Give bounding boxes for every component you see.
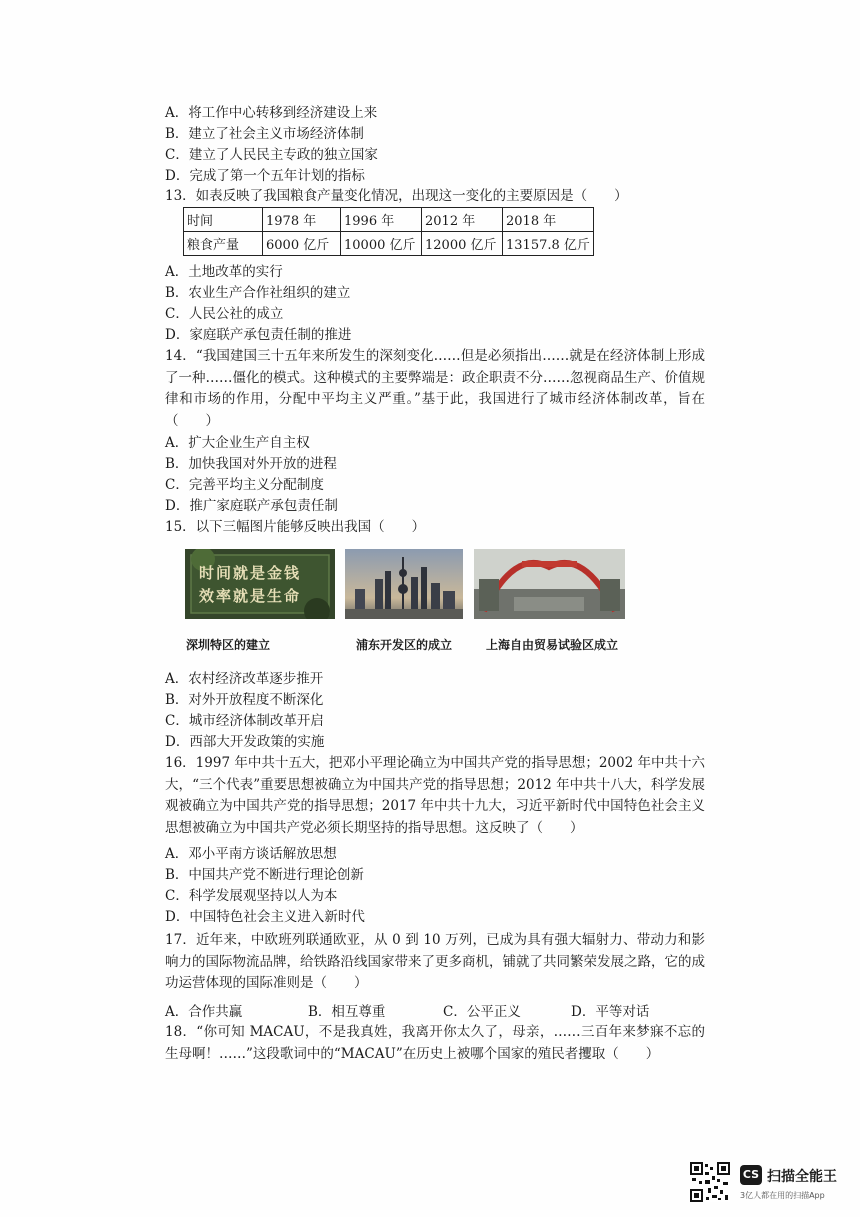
qr-code-icon — [690, 1162, 730, 1206]
slogan-line-2: 效率就是生命 — [199, 587, 302, 605]
q14-option-d: D．推广家庭联产承包责任制 — [165, 498, 338, 514]
q15-option-c: C．城市经济体制改革开启 — [165, 713, 324, 729]
qr-code-graphic — [690, 1162, 730, 1202]
q17-option-b: B．相互尊重 — [308, 1004, 386, 1020]
q13-option-a: A．土地改革的实行 — [165, 264, 283, 280]
q16-option-a: A．邓小平南方谈话解放思想 — [165, 846, 337, 862]
q14-option-b: B．加快我国对外开放的进程 — [165, 456, 337, 472]
q17-option-d: D．平等对话 — [571, 1004, 650, 1020]
q14-option-c: C．完善平均主义分配制度 — [165, 477, 324, 493]
q17-option-a: A．合作共赢 — [165, 1004, 243, 1020]
table-cell: 2012 年 — [422, 208, 503, 232]
q15-stem: 15．以下三幅图片能够反映出我国（ ） — [165, 519, 426, 535]
grain-output-table — [183, 207, 594, 256]
table-cell: 12000 亿斤 — [422, 232, 503, 256]
table-cell: 13157.8 亿斤 — [503, 232, 594, 256]
q16-stem: 16．1997 年中共十五大，把邓小平理论确立为中国共产党的指导思想；2002 年中共十六大，“三个代表”重要思想被确立为中国共产党的指导思想；2012 年中共十八大，科学发展观被确立为中国共产党的指导思想；2017 年中共十九大，习近平新时代中国特色社会主义思想被确立为中国共产党必须长期坚持的指导思想。这反映了（ ） — [165, 755, 705, 836]
table-cell: 1996 年 — [341, 208, 422, 232]
caption-ftz: 上海自由贸易试验区成立 — [486, 638, 619, 652]
q16-option-d: D．中国特色社会主义进入新时代 — [165, 909, 365, 925]
q14-option-a: A．扩大企业生产自主权 — [165, 435, 310, 451]
table-cell: 6000 亿斤 — [263, 232, 341, 256]
gate-graphic — [474, 549, 625, 619]
q14-stem: 14．“我国建国三十五年来所发生的深刻变化……但是必须指出……就是在经济体制上形成了一种……僵化的模式。这种模式的主要弊端是：政企职责不分……忽视商品生产、价值规律和市场的作用，分配中平均主义严重。”基于此，我国进行了城市经济体制改革，旨在（ ） — [165, 348, 705, 429]
q15-option-d: D．西部大开发政策的实施 — [165, 734, 325, 750]
q17-stem: 17．近年来，中欧班列联通欧亚，从 0 到 10 万列，已成为具有强大辐射力、带动力和影响力的国际物流品牌，给铁路沿线国家带来了更多商机，铺就了共同繁荣发展之路，它的成功运营体现的国际准则是（ ） — [165, 932, 705, 991]
brand-slogan: 3亿人都在用的扫描App — [740, 1191, 825, 1200]
q12-option-c: C．建立了人民民主专政的独立国家 — [165, 147, 378, 163]
q16-option-c: C．科学发展观坚持以人为本 — [165, 888, 338, 904]
q12-option-b: B．建立了社会主义市场经济体制 — [165, 126, 364, 142]
q13-option-d: D．家庭联产承包责任制的推进 — [165, 327, 352, 343]
table-cell: 时间 — [184, 208, 263, 232]
slogan-line-1: 时间就是金钱 — [199, 564, 302, 582]
table-row — [184, 232, 594, 256]
q15-option-a: A．农村经济改革逐步推开 — [165, 671, 324, 687]
table-cell: 10000 亿斤 — [341, 232, 422, 256]
q16-option-b: B．中国共产党不断进行理论创新 — [165, 867, 364, 883]
q15-option-b: B．对外开放程度不断深化 — [165, 692, 324, 708]
slogan-board-graphic — [185, 549, 335, 619]
shenzhen-slogan-image — [185, 549, 335, 619]
q13-option-c: C．人民公社的成立 — [165, 306, 284, 322]
table-header-row — [184, 208, 594, 232]
table-cell: 2018 年 — [503, 208, 594, 232]
brand-name: 扫描全能王 — [767, 1169, 837, 1185]
pudong-skyline-image — [345, 549, 463, 619]
q13-stem: 13．如表反映了我国粮食产量变化情况，出现这一变化的主要原因是（ ） — [165, 188, 628, 204]
caption-pudong: 浦东开发区的成立 — [356, 638, 453, 652]
q13-option-b: B．农业生产合作社组织的建立 — [165, 285, 351, 301]
q17-option-c: C．公平正义 — [443, 1004, 521, 1020]
q12-option-a: A．将工作中心转移到经济建设上来 — [165, 105, 378, 121]
q18-stem: 18．“你可知 MACAU，不是我真姓，我离开你太久了，母亲，……三百年来梦寐不忘的生母啊！……”这段歌词中的“MACAU”在历史上被哪个国家的殖民者攫取（ ） — [165, 1024, 705, 1062]
caption-shenzhen: 深圳特区的建立 — [186, 638, 271, 652]
q12-option-d: D．完成了第一个五年计划的指标 — [165, 168, 365, 184]
table-cell: 粮食产量 — [184, 232, 263, 256]
ftz-gate-image — [474, 549, 625, 619]
cs-logo-icon: CS — [740, 1165, 762, 1185]
skyline-graphic — [345, 549, 463, 619]
table-cell: 1978 年 — [263, 208, 341, 232]
